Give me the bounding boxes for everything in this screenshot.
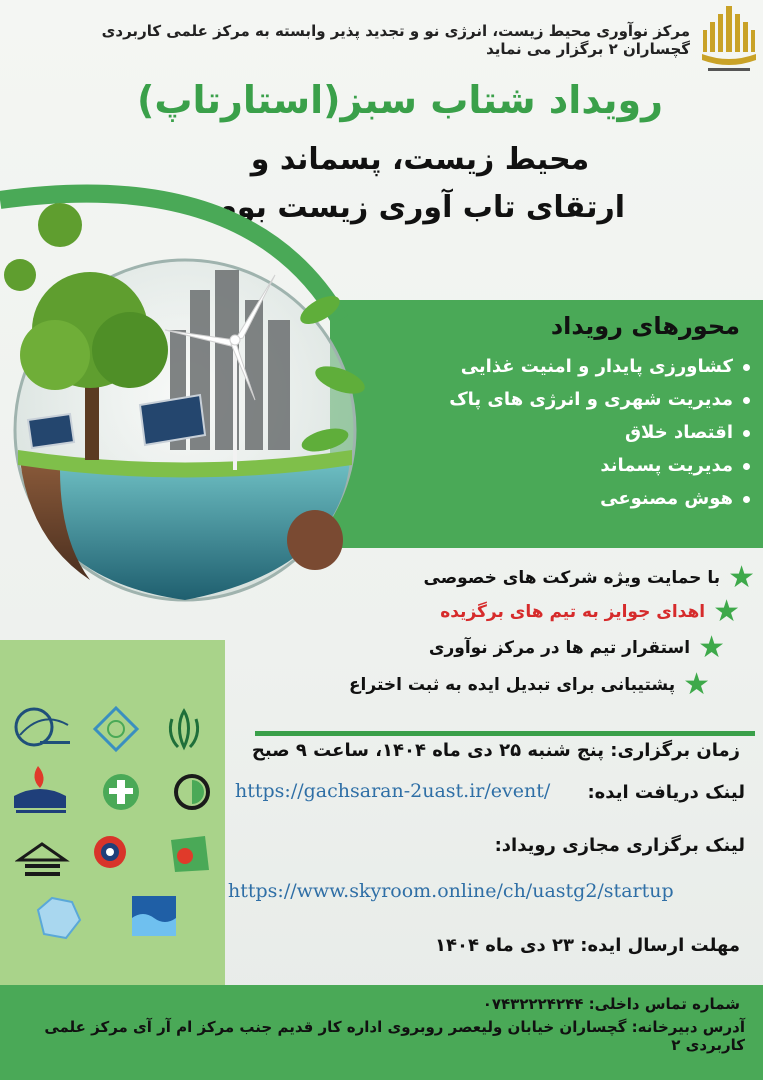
benefit-label: استقرار تیم ها در مرکز نوآوری — [428, 638, 691, 658]
sponsor-logo-icon — [12, 705, 74, 749]
benefit-label: اهدای جوایز به تیم های برگزیده — [440, 602, 706, 622]
organizer-line: مرکز نوآوری محیط زیست، انرژی نو و تجدید پذیر وابسته به مرکز علمی کاربردی گچساران ۲ برگزار می نماید — [101, 22, 690, 58]
bullet-icon — [743, 364, 750, 371]
benefit-item — [330, 667, 710, 702]
star-icon: ★ — [683, 667, 710, 702]
university-logo-icon — [15, 840, 70, 888]
nature-org-logo-icon — [165, 830, 213, 878]
star-icon: ★ — [698, 630, 725, 665]
benefit-label: با حمایت ویژه شرکت های خصوصی — [423, 568, 721, 588]
bullet-icon — [743, 430, 750, 437]
axes-item — [340, 449, 750, 482]
idea-link[interactable]: https://gachsaran-2uast.ir/event/ — [235, 780, 551, 802]
environment-org-logo-icon — [95, 770, 147, 818]
axes-item — [340, 416, 750, 449]
benefit-label: پشتیبانی برای تبدیل ایده به ثبت اختراع — [348, 675, 676, 695]
subtitle-line-1: محیط زیست، پسماند و — [250, 142, 590, 177]
axes-item-label: کشاورزی پایدار و امنیت غذایی — [460, 356, 733, 377]
bullet-icon — [743, 397, 750, 404]
eco-globe-illustration — [0, 180, 380, 650]
province-map-logo-icon — [30, 890, 85, 945]
bullet-icon — [743, 463, 750, 470]
benefit-item — [420, 630, 725, 665]
university-logo-icon — [700, 4, 758, 78]
virtual-link[interactable]: https://www.skyroom.online/ch/uastg2/startup — [228, 880, 674, 902]
axes-item — [340, 482, 750, 515]
event-title: رویداد شتاب سبز(استارتاپ) — [136, 78, 664, 122]
gas-company-logo-icon — [8, 762, 73, 820]
secretariat-address: آدرس دبیرخانه: گچساران خیابان ولیعصر روبروی اداره کار قدیم جنب مرکز ام آر آی مرکز علمی کاربردی ۲ — [44, 1018, 745, 1054]
benefit-item — [420, 560, 755, 595]
deadline: مهلت ارسال ایده: ۲۳ دی ماه ۱۴۰۴ — [434, 935, 740, 956]
axes-item-label: مدیریت شهری و انرژی های پاک — [449, 389, 733, 410]
idea-link-label: لینک دریافت ایده: — [587, 782, 745, 803]
section-divider — [255, 731, 755, 736]
sponsor-logo-icon — [92, 705, 140, 753]
iran-emblem-icon — [160, 705, 208, 753]
axes-item-label: هوش مصنوعی — [600, 488, 733, 509]
contact-phone: شماره تماس داخلی: ۰۷۴۳۲۲۲۴۲۴۴ — [482, 995, 740, 1013]
star-icon: ★ — [728, 560, 755, 595]
axes-item-label: اقتصاد خلاق — [624, 422, 733, 443]
axes-item — [340, 383, 750, 416]
axes-list — [340, 350, 750, 515]
axes-item — [340, 350, 750, 383]
welfare-org-logo-icon — [85, 832, 135, 876]
subtitle-line-2: ارتقای تاب آوری زیست بوم — [214, 190, 626, 225]
star-icon: ★ — [713, 594, 740, 629]
axes-item-label: مدیریت پسماند — [600, 455, 733, 476]
virtual-link-label: لینک برگزاری مجازی رویداد: — [494, 835, 745, 856]
event-time: زمان برگزاری: پنج شنبه ۲۵ دی ماه ۱۴۰۴، ساعت ۹ صبح — [251, 740, 740, 761]
association-logo-icon — [172, 772, 212, 812]
benefit-item — [420, 594, 740, 629]
axes-title: محورهای رویداد — [550, 312, 740, 340]
bullet-icon — [743, 496, 750, 503]
water-org-logo-icon — [128, 892, 180, 940]
